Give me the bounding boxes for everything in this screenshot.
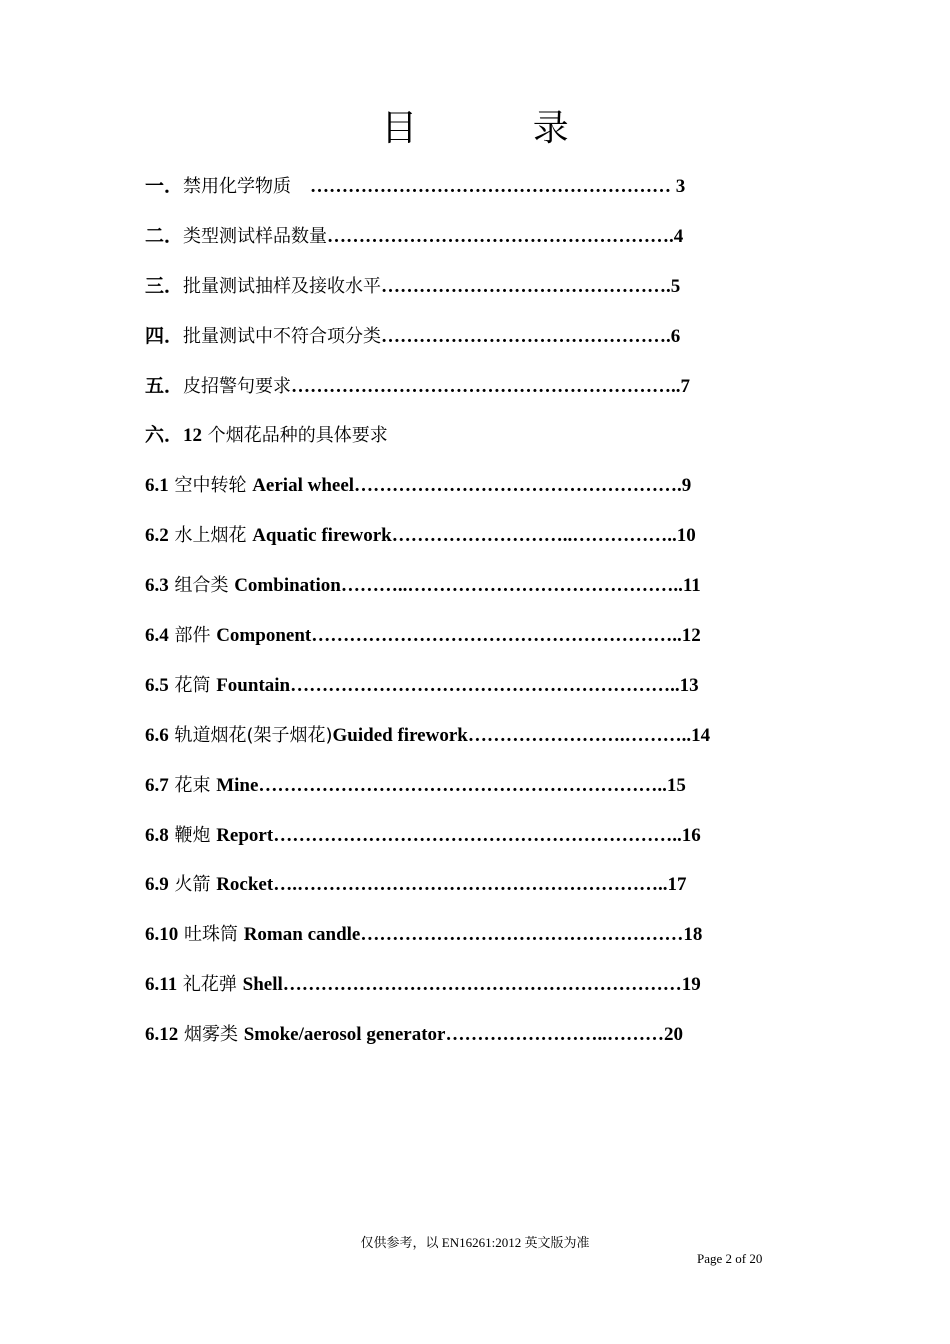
toc-entry-page: 15 <box>666 774 686 796</box>
toc-entry-number: 一． <box>145 176 184 197</box>
toc-entry-number: 六．12 <box>145 425 203 447</box>
toc-entry-number: 6.3 <box>145 575 169 597</box>
toc-entry-page: 20 <box>663 1024 683 1046</box>
toc-entry-english-title: Aquatic firework <box>252 525 392 547</box>
toc-entry-number: 6.4 <box>145 625 169 647</box>
toc-entry-leader-dots: ………………………………………………. <box>327 225 674 247</box>
toc-entry[interactable] <box>145 767 825 817</box>
toc-entry[interactable] <box>145 717 825 767</box>
toc-entry-leader-dots: ………………………………………………….. <box>311 625 682 647</box>
toc-entry-english-title: Roman candle <box>243 924 361 946</box>
toc-entry-chinese-title: 类型测试样品数量 <box>183 225 328 247</box>
toc-entry[interactable] <box>145 417 825 467</box>
toc-entry[interactable] <box>145 916 825 966</box>
toc-entry-number: 6.5 <box>145 674 169 696</box>
toc-entry-page: 9 <box>681 475 692 497</box>
toc-entry-english-title: Guided firework <box>332 724 468 746</box>
toc-entry-page: 3 <box>675 176 686 197</box>
toc-entry-number: 二． <box>145 225 184 247</box>
toc-entry-number: 6.8 <box>145 824 169 846</box>
toc-entry[interactable] <box>145 866 825 916</box>
toc-entry[interactable] <box>145 318 825 368</box>
toc-entry-chinese-title: 吐珠筒 <box>178 924 244 946</box>
toc-entry-chinese-title: 空中转轮 <box>168 475 253 497</box>
toc-entry[interactable] <box>145 617 825 667</box>
toc-entry-leader-dots: ………………………………………………… <box>291 176 676 197</box>
toc-entry-english-title: Report <box>216 824 274 846</box>
toc-entry-page: 5 <box>670 275 681 297</box>
toc-entry-leader-dots: …………………………………………………….. <box>291 375 681 397</box>
footer-note: 仅供参考，以 EN16261:2012 英文版为准 <box>360 1235 590 1250</box>
toc-entry[interactable] <box>145 817 825 867</box>
toc-entry-number: 三． <box>145 275 184 297</box>
toc-entry-page: 10 <box>676 525 696 547</box>
toc-entry[interactable] <box>145 218 825 268</box>
toc-entry-page: 6 <box>670 325 681 347</box>
toc-entry-leader-dots: ………………………………………. <box>381 325 671 347</box>
toc-entry[interactable] <box>145 667 825 717</box>
toc-entry-number: 6.6 <box>145 724 169 746</box>
toc-entry-chinese-title: 火箭 <box>168 874 217 896</box>
toc-entry[interactable] <box>145 168 825 218</box>
toc-entry-page: 18 <box>683 924 703 946</box>
toc-entry-leader-dots: …………………………………………………….. <box>290 674 680 696</box>
toc-entry-number: 6.12 <box>145 1024 179 1046</box>
toc-entry-chinese-title: 花筒 <box>168 674 217 696</box>
toc-entry-leader-dots: ……………………………………………………….. <box>273 824 682 846</box>
toc-entry-chinese-title: 花束 <box>168 774 217 796</box>
toc-entry-number: 6.1 <box>145 475 169 497</box>
toc-entry-chinese-title: 批量测试中不符合项分类 <box>183 325 382 347</box>
toc-entry-leader-dots: …………………………………………… <box>360 924 684 946</box>
toc-entry-english-title: Combination <box>234 575 341 597</box>
toc-entry-chinese-title: 部件 <box>168 625 217 647</box>
toc-entry-page: 7 <box>680 375 691 397</box>
toc-entry-leader-dots: ………..…………………………………….. <box>340 575 683 597</box>
toc-entry-chinese-title: 皮招警句要求 <box>183 375 292 397</box>
toc-entry-page: 11 <box>682 575 701 597</box>
toc-entry-page: 4 <box>673 225 684 247</box>
toc-entry-leader-dots: ………………………………………. <box>381 275 671 297</box>
toc-entry[interactable] <box>145 368 825 418</box>
toc-entry-page: 12 <box>681 625 701 647</box>
toc-entry-page: 14 <box>691 724 711 746</box>
toc-entry[interactable] <box>145 517 825 567</box>
toc-entry-english-title: Mine <box>216 774 259 796</box>
toc-entry-chinese-title: 水上烟花 <box>168 525 253 547</box>
toc-entry-english-title: Rocket <box>216 874 274 896</box>
toc-entry[interactable] <box>145 268 825 318</box>
toc-entry-number: 6.10 <box>145 924 179 946</box>
toc-entry[interactable] <box>145 567 825 617</box>
toc-entry-leader-dots: ….………………………………………………….. <box>273 874 668 896</box>
toc-entry-number: 五． <box>145 375 184 397</box>
toc-entry-leader-dots: ………………………..…………….. <box>391 525 677 547</box>
page-title: 目 录 <box>381 108 621 149</box>
toc-entry-chinese-title: 鞭炮 <box>168 824 217 846</box>
toc-entry-page: 19 <box>681 974 701 996</box>
toc-entry-chinese-title: 个烟花品种的具体要求 <box>202 425 388 447</box>
toc-entry-english-title: Smoke/aerosol generator <box>243 1024 446 1046</box>
toc-entry[interactable] <box>145 467 825 517</box>
page-number: Page 2 of 20 <box>697 1251 763 1266</box>
toc-entry-leader-dots: …………………….……….. <box>467 724 692 746</box>
toc-entry-number: 6.2 <box>145 525 169 547</box>
toc-entry-english-title: Component <box>216 625 312 647</box>
toc-entry-number: 6.9 <box>145 874 169 896</box>
toc-entry-leader-dots: ……………………………………………………… <box>282 974 682 996</box>
toc-entry-leader-dots: ……………………………………………. <box>354 475 682 497</box>
toc-entry-leader-dots: ……………………..……… <box>445 1024 664 1046</box>
toc-entry-chinese-title: 批量测试抽样及接收水平 <box>183 275 382 297</box>
toc-entry-chinese-title: 禁用化学物质 <box>183 176 292 197</box>
toc-entry[interactable] <box>145 966 825 1016</box>
toc-entry-chinese-title: 组合类 <box>168 575 235 597</box>
toc-entry-number: 6.11 <box>145 974 178 996</box>
toc-entry-number: 四． <box>145 325 184 347</box>
toc-entry-chinese-title: 烟雾类 <box>178 1024 244 1046</box>
toc-entry-english-title: Shell <box>242 974 283 996</box>
toc-entry[interactable] <box>145 1016 825 1066</box>
toc-entry-number: 6.7 <box>145 774 169 796</box>
toc-entry-english-title: Aerial wheel <box>252 475 355 497</box>
toc-entry-chinese-title: 礼花弹 <box>177 974 243 996</box>
toc-entry-chinese-title: 轨道烟花(架子烟花) <box>168 724 333 746</box>
toc-entry-english-title: Fountain <box>216 674 291 696</box>
toc-entry-page: 13 <box>679 674 699 696</box>
table-of-contents <box>145 168 825 1066</box>
toc-entry-page: 16 <box>681 824 701 846</box>
toc-entry-page: 17 <box>667 874 687 896</box>
toc-entry-leader-dots: ……………………………………………………….. <box>258 774 667 796</box>
